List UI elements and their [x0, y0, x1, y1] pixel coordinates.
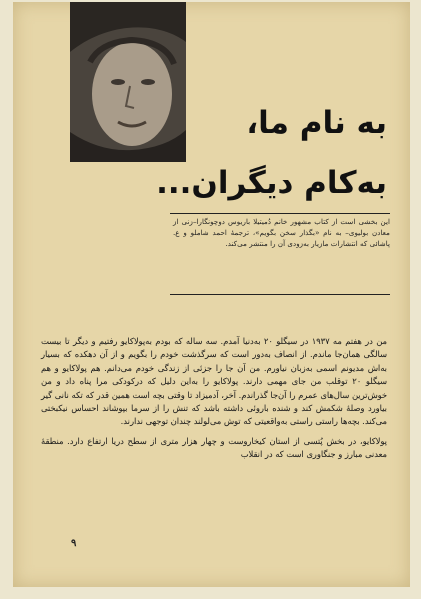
- magazine-page: [13, 2, 410, 587]
- headline-line-1: به نام ما،: [246, 105, 387, 141]
- headline-line-2: به‌کام دیگران...: [156, 165, 387, 201]
- intro-text: این بخشی است از کتاب مشهور خانم دُمیتیلا باریوس دوچونگارا–زنی از معادن بولیوی– به نام «بگذار سخن بگویم»، ترجمهٔ احمد شاملو و ع. پاشائی که انتشارات مازیار به‌زودی آن را منتشر می‌کند.: [173, 217, 390, 248]
- portrait-image: [70, 2, 186, 162]
- page-number: ۹: [71, 538, 77, 549]
- divider-top: [170, 213, 390, 214]
- body-paragraph-2: پولاکایو، در بخش پُتسی از استان کیخاروست و چهار هزار متری از سطح دریا ارتفاع دارد. منطقهٔ معدنی مبارز و جنگاوری است که در انقلاب: [41, 435, 387, 460]
- article-body: [41, 335, 387, 468]
- portrait-photo: [70, 2, 186, 162]
- divider-bottom: [170, 294, 390, 295]
- body-paragraph-1: من در هفتم مه ۱۹۳۷ در سیگلو ۲۰ به‌دنیا آمدم. سه ساله که بودم به‌پولاکایو رفتیم و دیگر تا بیست سالگی همان‌جا ماندم. از انصاف به‌دور است که سرگذشت خودم را بگویم و از آن دهکده که بسیار به‌اش مدیونم اسمی به‌زبان نیاورم. من آن جا را جزئی از زندگی خودم می‌دانم. هم پولاکایو و هم سیگلو ۲۰ توقلب من جای مهمی دارند. پولاکایو را به‌این دلیل که درکودکی مرا پناه داد و من خوش‌ترین سال‌های عمرم را آن‌جا گذراندم. آخر، آدمیزاد تا وقتی بچه است همین قدر که تکه نانی گیر بیاورد وصلهٔ شکمش کند و شنده باروئی داشته باشد که تنش را از سرما بپوشاند احساس نیکبختی می‌کند. بچه‌ها راستی راستی به‌واقعیتی که توش می‌لولند چندان توجهی ندارند.: [41, 336, 387, 427]
